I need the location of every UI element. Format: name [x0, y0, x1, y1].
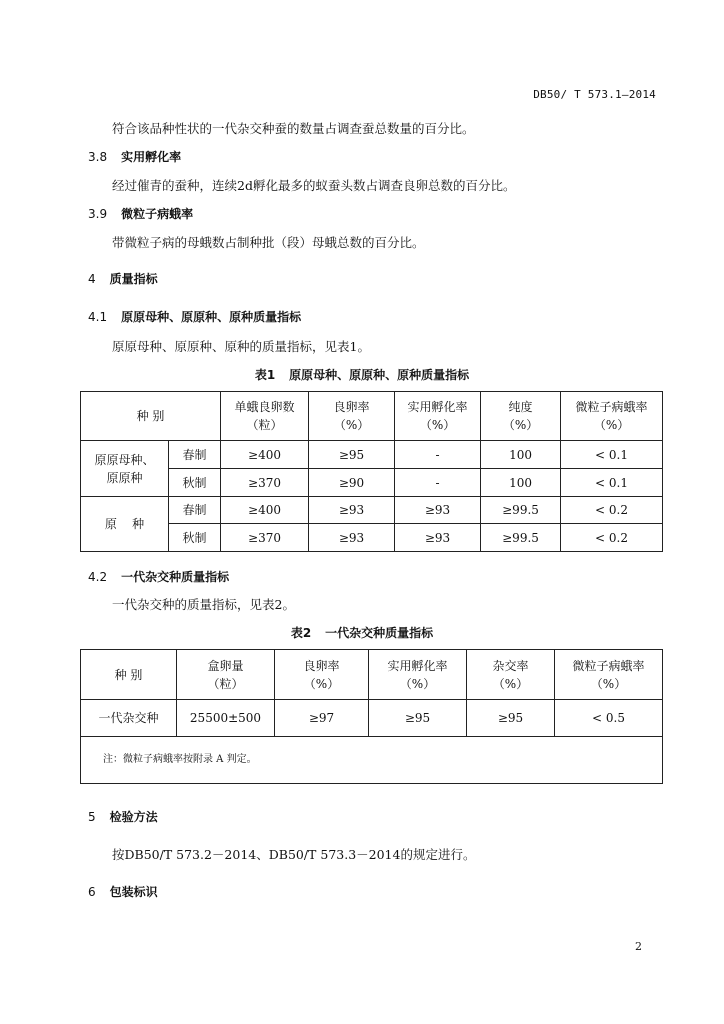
- heading-title: 一代杂交种质量指标: [121, 570, 230, 584]
- table2-note-row: [81, 737, 663, 784]
- table2-caption: [0, 624, 724, 641]
- table-cell: ≥99.5: [481, 524, 561, 552]
- heading-title: 包装标识: [109, 885, 158, 899]
- table1-season: 春制: [169, 441, 221, 469]
- table2-row-type: 一代杂交种: [81, 700, 177, 737]
- table2-header-c2: 良卵率 （%）: [275, 650, 369, 700]
- table2-header-type: 种 别: [81, 650, 177, 700]
- table-cell: < 0.2: [561, 497, 663, 524]
- paragraph-4-2: 一代杂交种的质量指标，见表2。: [112, 597, 295, 612]
- table1-header-c1: 单蛾良卵数 （粒）: [221, 392, 309, 441]
- paragraph-5: 按DB50/T 573.2－2014、DB50/T 573.3－2014的规定进行。: [112, 847, 476, 862]
- table2-caption-title: 一代杂交种质量指标: [325, 626, 434, 640]
- table1-caption-title: 原原母种、原原种、原种质量指标: [289, 368, 470, 382]
- heading-title: 检验方法: [109, 810, 158, 824]
- table-cell: 100: [481, 469, 561, 497]
- heading-4-2: [88, 568, 229, 585]
- table2-header-c5: 微粒子病蛾率 （%）: [555, 650, 663, 700]
- heading-title: 微粒子病蛾率: [121, 207, 194, 221]
- table-cell: ≥93: [395, 524, 481, 552]
- heading-number: 3.8: [88, 150, 108, 164]
- table1-header-row: [81, 392, 663, 441]
- table-cell: ≥93: [309, 497, 395, 524]
- table1-header-c2: 良卵率 （%）: [309, 392, 395, 441]
- table-cell: < 0.1: [561, 441, 663, 469]
- heading-number: 4.1: [88, 310, 108, 324]
- table-cell: -: [395, 469, 481, 497]
- table-row: [81, 700, 663, 737]
- heading-3-9: [88, 205, 193, 222]
- table2-note: 注：微粒子病蛾率按附录 A 判定。: [81, 737, 663, 784]
- table-cell: ≥90: [309, 469, 395, 497]
- table1-header-c5: 微粒子病蛾率 （%）: [561, 392, 663, 441]
- heading-title: 实用孵化率: [121, 150, 182, 164]
- table-row: [81, 441, 663, 469]
- table2-header-c1: 盒卵量 （粒）: [177, 650, 275, 700]
- paragraph-3-9: 带微粒子病的母蛾数占制种批（段）母蛾总数的百分比。: [112, 235, 425, 250]
- table-cell: ≥400: [221, 497, 309, 524]
- table-cell: ≥93: [395, 497, 481, 524]
- heading-number: 3.9: [88, 207, 108, 221]
- table1-season: 秋制: [169, 469, 221, 497]
- table1-header-type: 种 别: [81, 392, 221, 441]
- table-cell: ≥95: [369, 700, 467, 737]
- table-cell: < 0.5: [555, 700, 663, 737]
- table-cell: < 0.2: [561, 524, 663, 552]
- heading-number: 5: [88, 810, 96, 824]
- table1-group2-label: 原 种: [81, 497, 169, 552]
- table1-header-c3: 实用孵化率 （%）: [395, 392, 481, 441]
- page-number: 2: [635, 940, 642, 953]
- table-cell: ≥95: [467, 700, 555, 737]
- paragraph-4-1: 原原母种、原原种、原种的质量指标，见表1。: [112, 339, 370, 354]
- table1-season: 秋制: [169, 524, 221, 552]
- table-cell: 100: [481, 441, 561, 469]
- table2-header-row: [81, 650, 663, 700]
- table-cell: ≥370: [221, 524, 309, 552]
- heading-title: 质量指标: [109, 272, 158, 286]
- table-cell: ≥370: [221, 469, 309, 497]
- table2-caption-number: 表2: [290, 626, 312, 640]
- heading-4-1: [88, 308, 301, 325]
- paragraph-3-8: 经过催青的蚕种，连续2d孵化最多的蚁蚕头数占调查良卵总数的百分比。: [112, 178, 516, 193]
- heading-number: 4.2: [88, 570, 108, 584]
- table2-header-c3: 实用孵化率 （%）: [369, 650, 467, 700]
- table-cell: 25500±500: [177, 700, 275, 737]
- heading-3-8: [88, 148, 181, 165]
- heading-number: 4: [88, 272, 96, 286]
- heading-6: [88, 883, 158, 900]
- table-row: [81, 497, 663, 524]
- table1: [80, 391, 663, 552]
- table-row: [81, 469, 663, 497]
- heading-4: [88, 270, 158, 287]
- table1-caption-number: 表1: [254, 368, 276, 382]
- paragraph-3-7-continued: 符合该品种性状的一代杂交种蚕的数量占调查蚕总数量的百分比。: [112, 121, 475, 136]
- table1-caption: [0, 366, 724, 383]
- table2-header-c4: 杂交率 （%）: [467, 650, 555, 700]
- table-cell: ≥97: [275, 700, 369, 737]
- table-cell: -: [395, 441, 481, 469]
- table-cell: ≥95: [309, 441, 395, 469]
- heading-number: 6: [88, 885, 96, 899]
- heading-5: [88, 808, 158, 825]
- table-cell: ≥400: [221, 441, 309, 469]
- table-cell: ≥99.5: [481, 497, 561, 524]
- table2: [80, 649, 663, 784]
- heading-title: 原原母种、原原种、原种质量指标: [121, 310, 302, 324]
- standard-code: DB50/ T 573.1—2014: [533, 88, 656, 101]
- table-cell: < 0.1: [561, 469, 663, 497]
- table-cell: ≥93: [309, 524, 395, 552]
- table-row: [81, 524, 663, 552]
- table1-season: 春制: [169, 497, 221, 524]
- table1-group1-label: 原原母种、 原原种: [81, 441, 169, 497]
- table1-header-c4: 纯度 （%）: [481, 392, 561, 441]
